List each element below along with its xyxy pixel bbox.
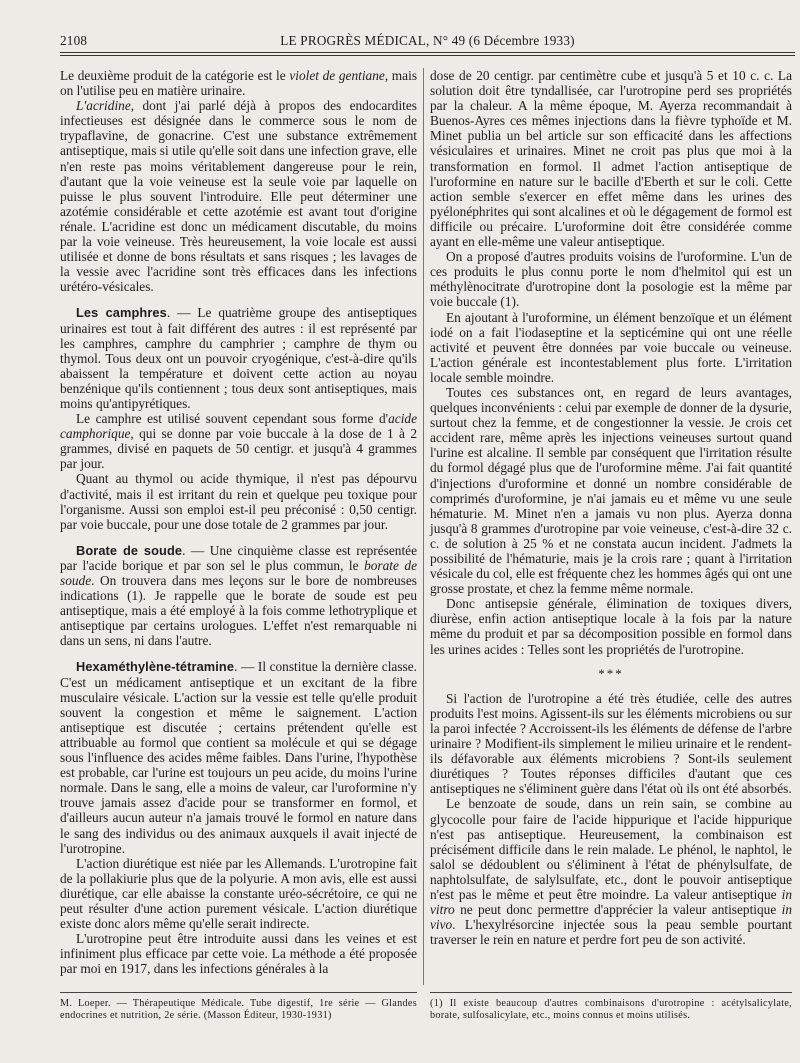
paragraph-camphre-usage: Le camphre est utilisé souvent cependant sous forme d'acide camphorique, qui se donne par voie buccale à la dose de 1 à 2 grammes, divisé en paquets de 50 centigr. et jusqu'à 4 grammes par jour. [60,411,417,472]
paragraph-intravenous: L'urotropine peut être introduite aussi dans les veines et est infiniment plus efficace par cette voie. La méthode a été proposée par moi en 1917, dans les infections générales à la [60,931,417,977]
paragraph-iodaseptine: En ajoutant à l'uroformine, un élément benzoïque et un élément iodé on a fait l'iodaseptine et la septicémine qui ont une réelle activité et peuvent être données par voie buccale ou veineuse. L'action générale est incontestablement plus forte. L'irritation locale semble moindre. [430,309,792,385]
section-heading-hexamethylene: Hexaméthylène-tétramine [76,659,235,675]
paragraph-acridine: L'acridine, dont j'ai parlé déjà à propos des endocardites infectieuses est désignée dans le commerce sous le nom de trypaflavine, de gonacrine. C'est une substance extrêmement antiseptique, mais si utile qu'elle soit dans une infection grave, elle n'en reste pas moins véritablement dangereuse pour le rein, d'autant que la voie veineuse est la seule voie par laquelle on puisse le plus souvent l'introduire. Elle peut déterminer une azotémie considérable et cette azotémie est avant tout d'origine rénale. L'acridine est donc un médicament discutable, du moins par la voie veineuse. Très heureusement, la voie locale est aussi utilisée et donne de bons résultats et sans risques ; les lavages de la vessie avec l'acridine sont très efficaces dans les infections urétéro-vésicales. [60,98,417,295]
footnote-right: (1) Il existe beaucoup d'autres combinaisons d'urotropine : acétylsalicylate, borate, sulfosalicylate, etc., moins connus et moins utilisés. [430,998,792,1021]
footnote-rule-left [60,992,417,993]
paragraph-dose: dose de 20 centigr. par centimètre cube et jusqu'à 5 et 10 c. c. La solution doit être tyndallisée, car l'urotropine perd ses propriétés par la chaleur. A la même époque, M. Ayerza recommandait à Buenos-Ayres ces mêmes injections dans la fièvre typhoïde et M. Minet publia un bel article sur son efficacité dans les affections vésiculaires et urinaires. Minet ne croit pas plus que moi à la transformation en formol. Il admet l'action antiseptique de l'uroformine en nature sur le bacille d'Eberth et sur le coli. Cette action semble s'exercer en effet même dans les urines des pyélonéphrites qui sont alcalines et où le dégagement de formol est difficile ou précaire. L'uroformine doit être considérée comme ayant en elle-même une valeur antiseptique. [430,68,792,250]
section-heading-camphres: Les camphres [76,305,167,321]
paragraph-diuretic: L'action diurétique est niée par les Allemands. L'urotropine fait de la pollakiurie plus que de la polyurie. A mon avis, elle est aussi diurétique, car elle abaisse la constante uréo-sécrétoire, ce qui ne peut résulter d'une action purement vésicale. L'action diurétique existe donc alors même qu'elle serait indirecte. [60,855,417,932]
paragraph-inconvenients: Toutes ces substances ont, en regard de leurs avantages, quelques inconvénients : celui par exemple de donner de la dysurie, surtout chez la femme, et de congestionner la vessie. Je crois cet accident rare, même après les injections veineuses surtout quand l'urine est alcaline. Il semble par conséquent que l'irritation résulte du formol dégagé plus que de l'uroformine même. J'ai fait quantité d'injections d'uroformine et donné un nombre considérable de comprimés d'uroformine, je n'ai jamais eu et même vu une seule hématurie. M. Minet n'en a jamais vu non plus. Ayerza donna jusqu'à 8 grammes d'urotropine par voie veineuse, c'est-à-dire 32 c. c. de solution à 25 % et ne constata aucun incident. J'admets la possibilité de l'hématurie, mais je la crois rare ; quant à l'irritation vésicale du col, elle est fréquente chez les hommes âgés qui ont une grosse prostate, et chez la femme même normale. [430,384,793,597]
footnote-left: M. Loeper. — Thérapeutique Médicale. Tube digestif, 1re série — Glandes endocrines et nutrition, 2e série. (Masson Éditeur, 1930-1931) [60,998,417,1021]
paragraph-conclusion: Donc antisepsie générale, élimination de toxiques divers, diurèse, enfin action antiseptique locale à la fois par la nature même du produit et par sa décomposition possible en formol dans les urines acides : Telles sont les propriétés de l'urotropine. [430,596,792,657]
paragraph-borate: Borate de soude. — Une cinquième classe est représentée par l'acide borique et par son sel le plus commun, le borate de soude. On trouvera dans mes leçons sur le bore de nombreuses indications (1). Je rappelle que le borate de soude est peu antiseptique, mais a été employé à la fois comme lethotryplique et antiseptique par certains urologues. L'effet n'est remarquable ni dans un sens, ni dans l'autre. [60,542,417,649]
paragraph-hexamethylene: Hexaméthylène-tétramine. — Il constitue la dernière classe. C'est un médicament antiseptique et un excitant de la fibre musculaire vésicale. L'action sur la vessie est telle qu'elle produit souvent la congestion et même le saignement. L'action antiseptique est discutée ; certains prétendent qu'elle est attribuable au formol que contient sa molécule et qui se dégage sous l'influence des acides même faibles. Dans l'urine, l'hypothèse est probable, car l'urine est toujours un peu acide, du moins l'urine normale. Dans le sang, elle a moins de valeur, car l'uroformine n'y trouve jamais assez d'acide pour se transformer en formol, et d'ailleurs aucun auteur n'a jamais trouvé le formol en nature dans le sang des individus ou des animaux auxquels il avait injecté de l'urotropine. [60,659,417,856]
left-column [60,68,417,976]
paragraph-benzoate: Le benzoate de soude, dans un rein sain, se combine au glycocolle pour faire de l'acide hippurique et l'acide hippurique n'est pas antiseptique. Heureusement, la combinaison est précisément difficile dans le rein malade. Le phénol, le naphtol, le salol se dédoublent ou s'éliminent à l'état de phénylsulfate, de naphtolsulfate, de salylsulfate, etc., dont le pouvoir antiseptique n'est pas le même et peut être moindre. La valeur antiseptique in vitro ne peut donc permettre d'apprécier la valeur antiseptique in vivo. L'hexylrésorcine injectée sous la peau semble pourtant traverser le rein en nature et perdre fort peu de son activité. [430,796,792,948]
page-number: 2108 [60,33,88,48]
paragraph-other-products: Si l'action de l'urotropine a été très étudiée, celle des autres produits l'est moins. Agissent-ils sur les éléments microbiens ou sur la paroi infectée ? Accroissent-ils les éléments de défense de l'arbre urinaire ? Modifient-ils simplement le milieu urinaire et le rendent-ils défavorable aux éléments microbiens ? Sont-ils seulement diurétiques ? Toutes réponses difficiles d'autant que ces antiseptiques ne s'éliminent guère dans l'état où ils ont été absorbés. [430,690,792,797]
header-rule [60,52,795,53]
running-header [60,33,795,49]
section-heading-borate: Borate de soude [76,542,183,558]
footnote-rule-right [430,992,792,993]
paragraph-helmitol: On a proposé d'autres produits voisins de l'uroformine. L'un de ces produits le plus connu porte le nom d'helmitol qui est un méthylènocitrate d'urotropine dont la posologie est la même par voie buccale (1). [430,249,792,310]
journal-title: LE PROGRÈS MÉDICAL, N° 49 (6 Décembre 1933) [280,33,575,48]
asterism-separator: *** [598,665,624,681]
paragraph-thymol: Quant au thymol ou acide thymique, il n'est pas dépourvu d'activité, mais il est irritant du rein et quelque peu toxique pour l'organisme. Aussi son emploi est-il peu préconisé : 0,50 centigr. par voie buccale, pour une dose totale de 2 grammes par jour. [60,471,417,532]
paragraph-camphres: Les camphres. — Le quatrième groupe des antiseptiques urinaires est tout à fait différent des autres : il est représenté par les camphres, camphre du camphrier ; camphre de thym ou thymol. Tous deux ont un pouvoir cryogénique, c'est-à-dire qu'ils abaissent la température et doivent cette action au noyau benzénique qu'ils contiennent ; tous deux sont antiseptiques, mais moins qu'antipyrétiques. [60,305,417,411]
right-column [430,68,792,947]
paragraph-violet: Le deuxième produit de la catégorie est le violet de gentiane, mais on l'utilise peu en matière urinaire. [60,68,418,99]
header-rule-thin [60,55,795,56]
column-divider [423,68,424,985]
